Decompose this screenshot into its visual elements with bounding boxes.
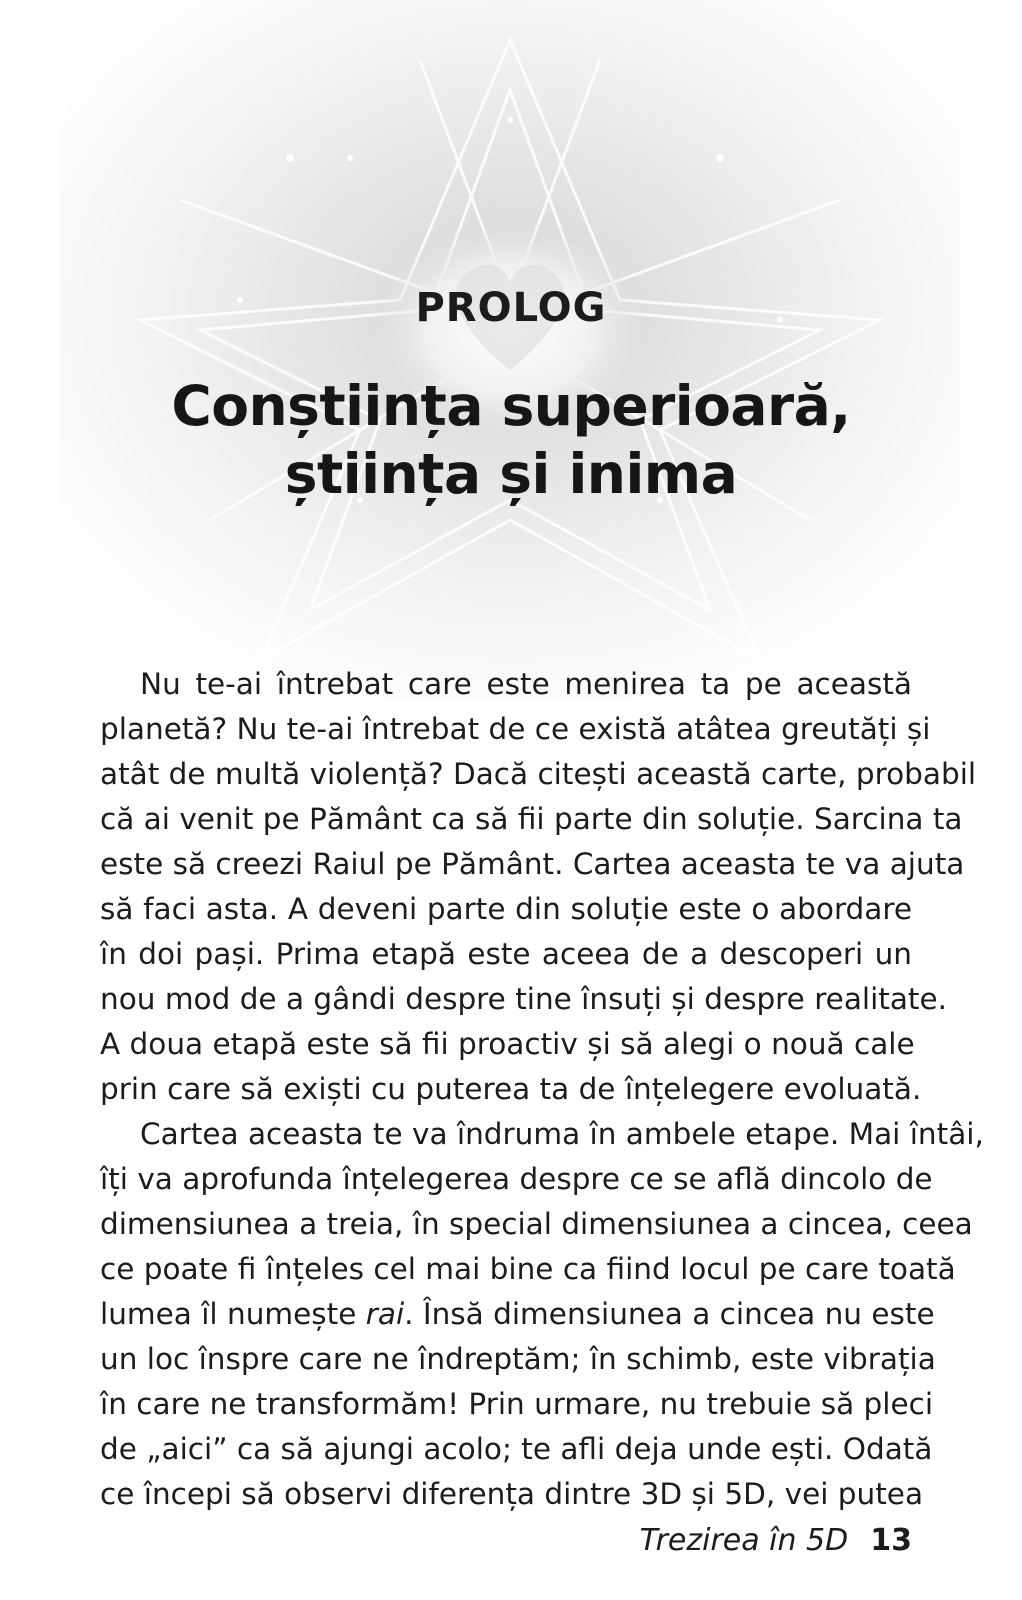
page-footer bbox=[640, 1523, 912, 1558]
paragraph-2 bbox=[100, 1112, 984, 1517]
text-line: este să creezi Raiul pe Pământ. Cartea aceasta te va ajuta bbox=[100, 847, 965, 881]
text-line: îți va aprofunda înțelegerea despre ce se află dincolo de bbox=[100, 1162, 933, 1196]
text-line: planetă? Nu te-ai întrebat de ce există atâtea greutăți și bbox=[100, 712, 931, 746]
text-line: să faci asta. A deveni parte din soluție este o abordare bbox=[100, 892, 912, 926]
text-line: în care ne transformăm! Prin urmare, nu trebuie să pleci bbox=[100, 1387, 934, 1421]
text-line: Nu te-ai întrebat care este menirea ta pe această bbox=[140, 667, 912, 701]
paragraph-1 bbox=[100, 662, 977, 1112]
text-line: atât de multă violență? Dacă citești această carte, probabil bbox=[100, 757, 977, 791]
running-title: Trezirea în 5D bbox=[639, 1523, 849, 1558]
text-line: dimensiunea a treia, în special dimensiunea a cincea, ceea bbox=[100, 1207, 973, 1241]
text-line: ce începi să observi diferența dintre 3D și 5D, vei putea bbox=[100, 1477, 924, 1511]
chapter-label: PROLOG bbox=[415, 285, 607, 331]
text-line: Cartea aceasta te va îndruma în ambele etape. Mai întâi, bbox=[140, 1117, 984, 1151]
text-line: nou mod de a gândi despre tine însuți și despre realitate. bbox=[100, 982, 948, 1016]
page-number: 13 bbox=[870, 1523, 912, 1558]
text-line: A doua etapă este să fii proactiv și să alegi o nouă cale bbox=[100, 1027, 915, 1061]
text-line: lumea îl numește rai. Însă dimensiunea a cincea nu este bbox=[100, 1297, 935, 1331]
text-line: în doi pași. Prima etapă este aceea de a descoperi un bbox=[100, 937, 912, 971]
chapter-title-line-1: Conștiința superioară, bbox=[171, 374, 851, 438]
text-line: că ai venit pe Pământ ca să fii parte din soluție. Sarcina ta bbox=[100, 802, 963, 836]
chapter-title-line-2: știința și inima bbox=[284, 442, 738, 506]
text-line: prin care să exiști cu puterea ta de înțelegere evoluată. bbox=[100, 1072, 922, 1106]
header-illustration bbox=[60, 0, 960, 700]
chapter-title bbox=[0, 372, 1022, 508]
body-text bbox=[100, 662, 984, 1517]
text-line: ce poate fi înțeles cel mai bine ca fiind locul pe care toată bbox=[100, 1252, 956, 1286]
text-line: un loc înspre care ne îndreptăm; în schimb, este vibrația bbox=[100, 1342, 936, 1376]
text-line: de „aici” ca să ajungi acolo; te afli deja unde ești. Odată bbox=[100, 1432, 933, 1466]
